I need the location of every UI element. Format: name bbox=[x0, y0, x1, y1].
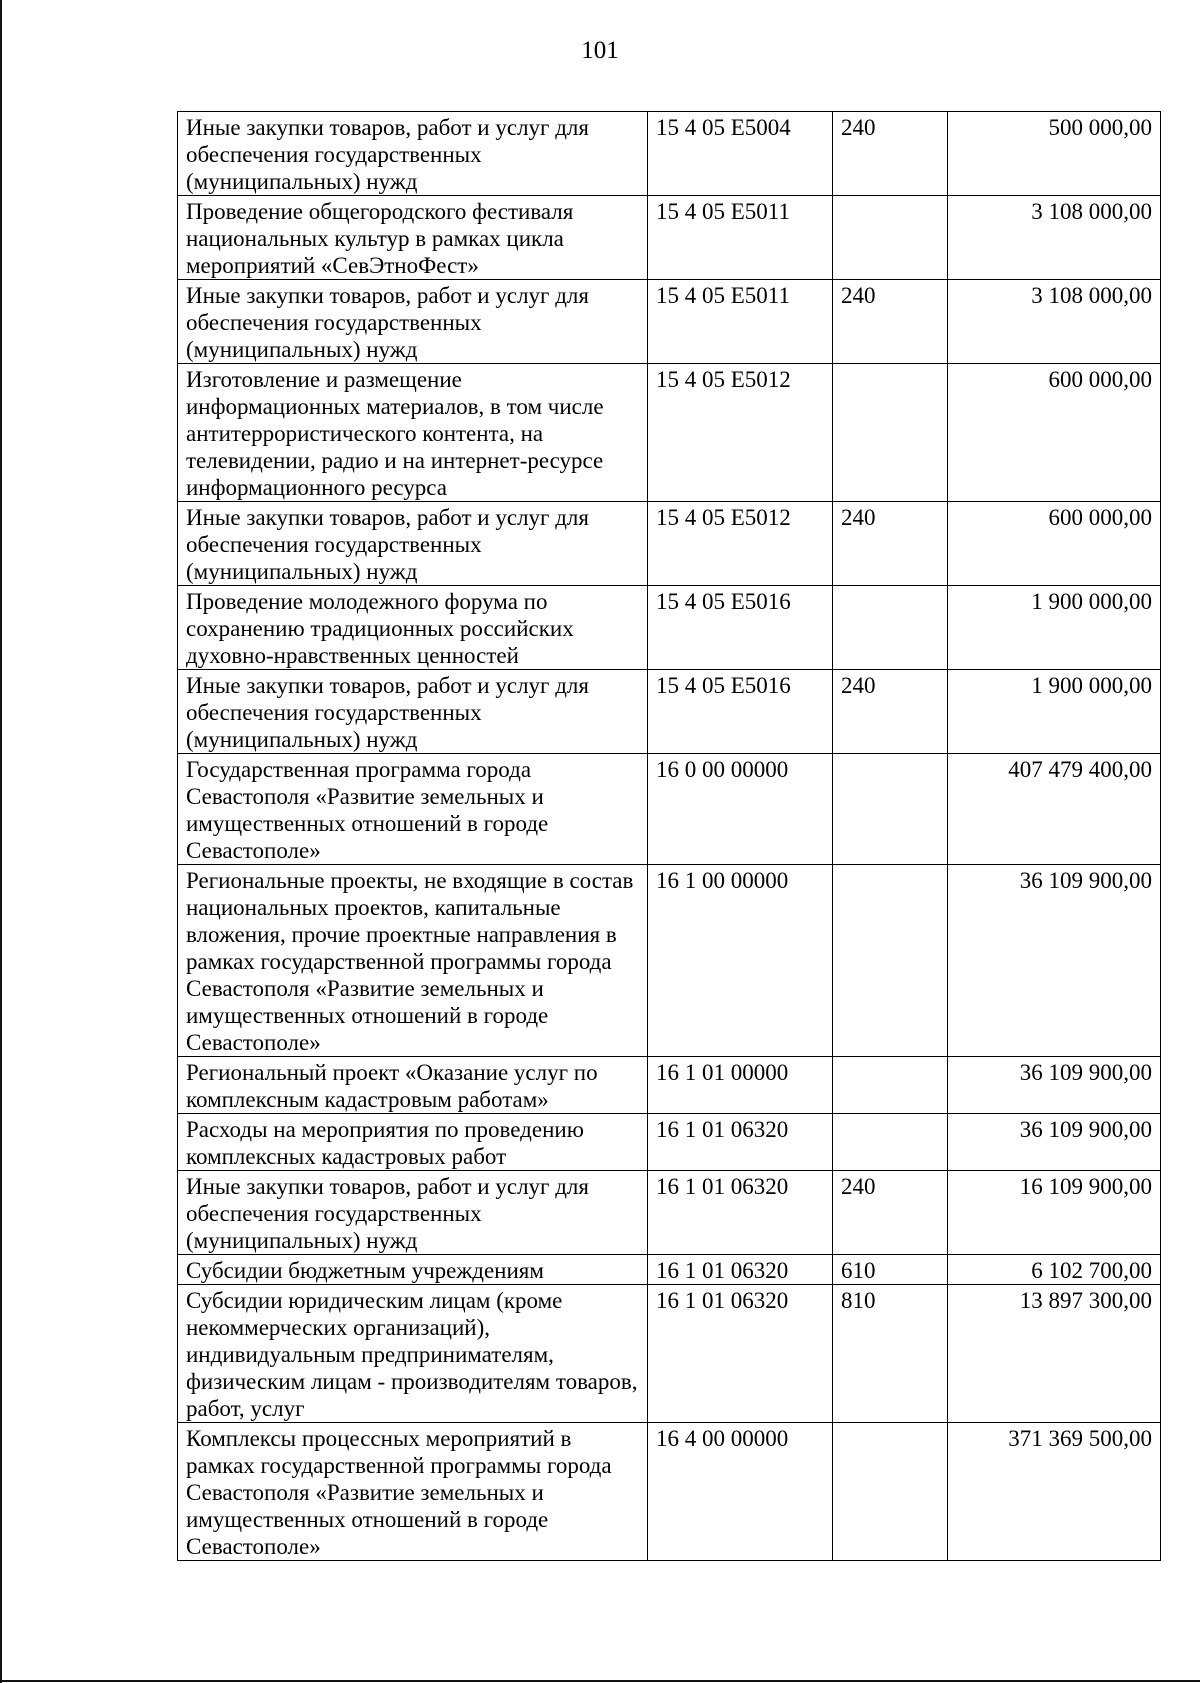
table-row bbox=[178, 1285, 1161, 1423]
row-code: 16 1 01 06320 bbox=[648, 1171, 833, 1255]
table-row bbox=[178, 502, 1161, 586]
page-number: 101 bbox=[581, 37, 619, 64]
row-name: Иные закупки товаров, работ и услуг для обеспечения государственных (муниципальных) нужд bbox=[178, 280, 648, 364]
scan-left-border bbox=[0, 0, 2, 1683]
row-name: Комплексы процессных мероприятий в рамках государственной программы города Севастополя «Развитие земельных и имущественных отношений в городе Севастополе» bbox=[178, 1423, 648, 1561]
row-amount: 500 000,00 bbox=[948, 112, 1161, 196]
row-name: Иные закупки товаров, работ и услуг для обеспечения государственных (муниципальных) нужд bbox=[178, 1171, 648, 1255]
row-amount: 36 109 900,00 bbox=[948, 1114, 1161, 1171]
row-amount: 600 000,00 bbox=[948, 502, 1161, 586]
row-name: Иные закупки товаров, работ и услуг для обеспечения государственных (муниципальных) нужд bbox=[178, 502, 648, 586]
row-name: Иные закупки товаров, работ и услуг для обеспечения государственных (муниципальных) нужд bbox=[178, 670, 648, 754]
scan-bottom-border bbox=[0, 1680, 1200, 1682]
table-row bbox=[178, 670, 1161, 754]
row-code: 15 4 05 E5012 bbox=[648, 364, 833, 502]
row-expense-type: 810 bbox=[833, 1285, 948, 1423]
row-amount: 36 109 900,00 bbox=[948, 1057, 1161, 1114]
row-name: Региональный проект «Оказание услуг по комплексным кадастровым работам» bbox=[178, 1057, 648, 1114]
row-name: Региональные проекты, не входящие в состав национальных проектов, капитальные вложения, прочие проектные направления в рамках государственной программы города Севастополя «Развитие земельных и имущественных отношений в городе Севастополе» bbox=[178, 865, 648, 1057]
row-amount: 1 900 000,00 bbox=[948, 670, 1161, 754]
row-amount: 6 102 700,00 bbox=[948, 1255, 1161, 1285]
row-code: 16 0 00 00000 bbox=[648, 754, 833, 865]
row-amount: 407 479 400,00 bbox=[948, 754, 1161, 865]
table-row bbox=[178, 1114, 1161, 1171]
row-code: 15 4 05 E5011 bbox=[648, 280, 833, 364]
row-expense-type bbox=[833, 196, 948, 280]
row-name: Проведение общегородского фестиваля национальных культур в рамках цикла мероприятий «СевЭтноФест» bbox=[178, 196, 648, 280]
row-expense-type: 240 bbox=[833, 112, 948, 196]
table-row bbox=[178, 754, 1161, 865]
row-name: Расходы на мероприятия по проведению комплексных кадастровых работ bbox=[178, 1114, 648, 1171]
budget-table bbox=[177, 111, 1161, 1561]
row-expense-type bbox=[833, 865, 948, 1057]
table-row bbox=[178, 280, 1161, 364]
row-code: 16 1 01 06320 bbox=[648, 1285, 833, 1423]
table-row bbox=[178, 586, 1161, 670]
row-name: Изготовление и размещение информационных материалов, в том числе антитеррористического контента, на телевидении, радио и на интернет-ресурсе информационного ресурса bbox=[178, 364, 648, 502]
row-name: Государственная программа города Севастополя «Развитие земельных и имущественных отношений в городе Севастополе» bbox=[178, 754, 648, 865]
table-row bbox=[178, 1423, 1161, 1561]
row-amount: 36 109 900,00 bbox=[948, 865, 1161, 1057]
row-expense-type: 240 bbox=[833, 670, 948, 754]
row-amount: 16 109 900,00 bbox=[948, 1171, 1161, 1255]
row-code: 15 4 05 E5016 bbox=[648, 670, 833, 754]
row-code: 16 1 00 00000 bbox=[648, 865, 833, 1057]
row-amount: 3 108 000,00 bbox=[948, 196, 1161, 280]
row-code: 15 4 05 E5012 bbox=[648, 502, 833, 586]
row-expense-type bbox=[833, 586, 948, 670]
row-expense-type bbox=[833, 1114, 948, 1171]
row-code: 15 4 05 E5016 bbox=[648, 586, 833, 670]
row-code: 15 4 05 E5004 bbox=[648, 112, 833, 196]
row-name: Проведение молодежного форума по сохранению традиционных российских духовно-нравственных ценностей bbox=[178, 586, 648, 670]
row-expense-type bbox=[833, 1057, 948, 1114]
table-row bbox=[178, 196, 1161, 280]
row-code: 16 1 01 00000 bbox=[648, 1057, 833, 1114]
row-code: 15 4 05 E5011 bbox=[648, 196, 833, 280]
row-amount: 1 900 000,00 bbox=[948, 586, 1161, 670]
row-name: Иные закупки товаров, работ и услуг для обеспечения государственных (муниципальных) нужд bbox=[178, 112, 648, 196]
row-expense-type: 240 bbox=[833, 1171, 948, 1255]
row-expense-type bbox=[833, 754, 948, 865]
row-amount: 13 897 300,00 bbox=[948, 1285, 1161, 1423]
table-row bbox=[178, 1057, 1161, 1114]
row-expense-type bbox=[833, 364, 948, 502]
table-row bbox=[178, 1171, 1161, 1255]
table-row bbox=[178, 364, 1161, 502]
row-code: 16 1 01 06320 bbox=[648, 1114, 833, 1171]
row-expense-type: 240 bbox=[833, 280, 948, 364]
row-name: Субсидии юридическим лицам (кроме некоммерческих организаций), индивидуальным предпринимателям, физическим лицам - производителям товаров, работ, услуг bbox=[178, 1285, 648, 1423]
table-row bbox=[178, 865, 1161, 1057]
row-amount: 600 000,00 bbox=[948, 364, 1161, 502]
table-row bbox=[178, 1255, 1161, 1285]
row-name: Субсидии бюджетным учреждениям bbox=[178, 1255, 648, 1285]
row-expense-type bbox=[833, 1423, 948, 1561]
row-amount: 371 369 500,00 bbox=[948, 1423, 1161, 1561]
row-code: 16 1 01 06320 bbox=[648, 1255, 833, 1285]
row-expense-type: 610 bbox=[833, 1255, 948, 1285]
table-row bbox=[178, 112, 1161, 196]
row-code: 16 4 00 00000 bbox=[648, 1423, 833, 1561]
row-expense-type: 240 bbox=[833, 502, 948, 586]
row-amount: 3 108 000,00 bbox=[948, 280, 1161, 364]
